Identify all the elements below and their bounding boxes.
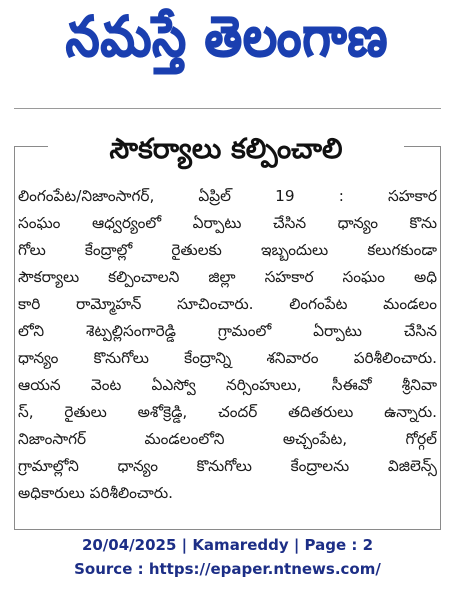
footer-meta: 20/04/2025 | Kamareddy | Page : 2: [81, 536, 374, 554]
article-line: లోని శెట్పల్లిసంగారెడ్డి గ్రామంలో ఏర్పాటు చేసిన: [18, 322, 437, 340]
article-line: కారి రామ్మోహన్ సూచించారు. లింగంపేట మండలం: [18, 295, 437, 313]
newspaper-masthead: [14, 4, 440, 84]
masthead-title: నమస్తే తెలంగాణ: [65, 4, 389, 70]
article-body: [18, 183, 437, 518]
masthead-divider: [14, 108, 441, 109]
article-line: నిజాంసాగర్ మండలంలోని అచ్చంపేట, గోర్గల్: [18, 430, 437, 448]
article-line: గోలు కేంద్రాల్లో రైతులకు ఇబ్బందులు కలుగకుండా: [18, 241, 437, 259]
footer-source-link[interactable]: Source : https://epaper.ntnews.com/: [74, 560, 381, 578]
article-line: సంఘం ఆధ్వర్యంలో ఏర్పాటు చేసిన ధాన్యం కొను: [18, 214, 437, 232]
article-line: లింగంపేట/నిజాంసాగర్, ఏప్రిల్ 19 : సహకార: [18, 187, 437, 205]
article-line: అధికారులు పరిశీలించారు.: [18, 484, 173, 502]
article-line: ధాన్యం కొనుగోలు కేంద్రాన్ని శనివారం పరిశీలించారు.: [18, 349, 437, 367]
article-line: స్, రైతులు అశోక్రెడ్డి, చందర్ తదితరులు ఉన్నారు.: [18, 403, 437, 421]
article-headline-box: [48, 128, 404, 176]
article-headline: సౌకర్యాలు కల్పించాలి: [109, 132, 343, 165]
article-line: సౌకర్యాలు కల్పించాలని జిల్లా సహకార సంఘం అధి: [18, 268, 437, 286]
article-line: ఆయన వెంట ఏఎస్వో నర్సింహులు, సీఈవో శ్రీనివా: [18, 376, 437, 394]
article-line: గ్రామాల్లోని ధాన్యం కొనుగోలు కేంద్రాలను విజిలెన్స్: [18, 457, 437, 475]
clipping-footer: [0, 533, 455, 581]
